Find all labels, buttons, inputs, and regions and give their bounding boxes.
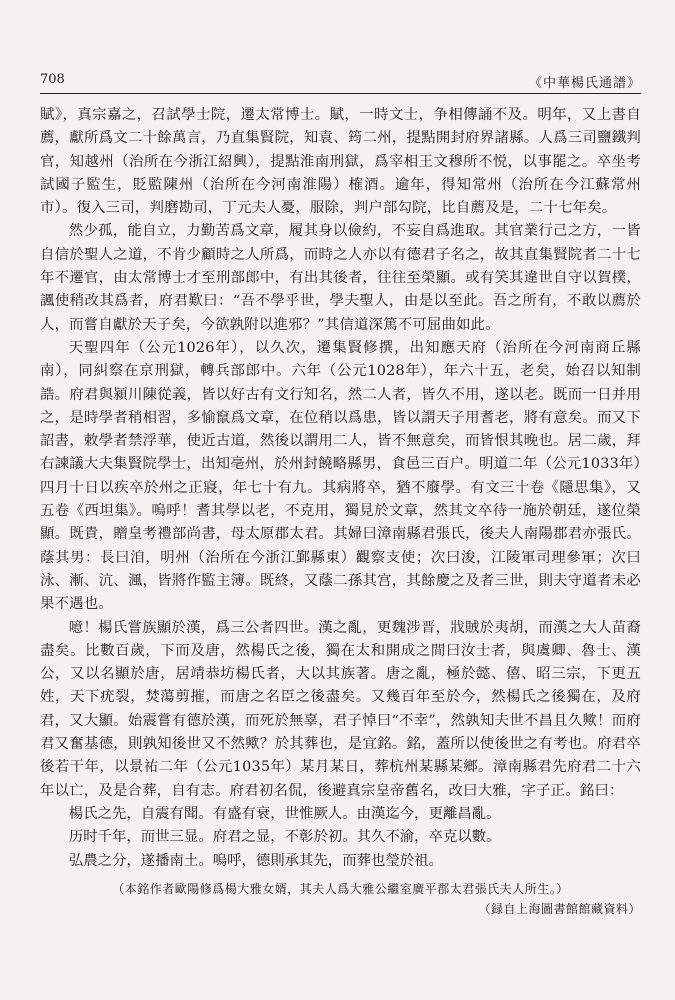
paragraph-3: 天聖四年（公元1026年），以久次，遷集賢修撰，出知應天府（治所在今河南商丘縣南），同糾察在京刑獄，轉兵部郎中。六年（公元1028年），年六十五，老矣，始召以知制誥。府君與潁川陳從義，皆以好古有文行知名，然二人者，皆久不用，遂以老。既而一日并用之，是時學者稍相習，多愉竄爲文章，在位稍以爲患，皆以謂天子用耆老，將有意矣。而又下詔書，敕學者禁浮華，使近古道，然後以謂用二人，皆不無意矣，而皆恨其晚也。居二歲，拜右諫議大夫集賢院學士，出知亳州，於州封饒略縣男，食邑三百户。明道二年（公元1033年）四月十日以疾卒於州之正寢，年七十有九。其病將卒，猶不廢學。有文三十卷《隱思集》，又五卷《西坦集》。嗚呼！耆其學以老，不克用，獨見於文章，然其文卒待一施於朝廷，遂位榮顯。既貴，贈皇考禮部尚書，母太原郡太君。其婦曰漳南縣君張氏，後夫人南陽郡君亦張氏。蔭其男：長曰洎，明州（治所在今浙江鄞縣東）觀察支使；次曰浚，江陵軍司理參軍；次曰泳、漸、沆、渢，皆將作監主簿。既終，又蔭二孫其宫，其餘慶之及者三世，則夫守道者未必果不遇也。 xyxy=(40,339,641,613)
epitaph-line-3: 弘農之分，遂播南土。嗚呼，德則承其先，而葬也瑩於祖。 xyxy=(68,852,443,869)
paragraph-4: 噫！楊氏嘗族顯於漢，爲三公者四世。漢之亂，更魏涉晋，戕賊於夷胡，而漢之大人苗裔盡矣。比數百歲，下而及唐，然楊氏之後，獨在太和開成之間曰汝士者，與虞卿、魯士、漢公，又以名顯於唐，居靖恭坊楊氏者，大以其族著。唐之亂，極於懿、僖、昭三宗，下更五姓，天下疣裂，焚蕩剪摧，而唐之名臣之後盡矣。又幾百年至於今，然楊氏之後獨在，及府君，又大顯。始震嘗有德於漢，而死於無辜，君子悼曰“不幸”，然孰知夫世不昌且久歟！而府君又奮基德，則孰知後世又不然歟？於其葬也，是宜銘。銘，蓋所以使後世之有考也。府君卒後若干年，以景祐二年（公元1035年）某月某日，葬杭州某縣某鄉。漳南縣君先府君二十六年以亡，及是合葬，自有志。府君初名侃，後避真宗皇帝舊名，改曰大雅，字子正。銘曰： xyxy=(40,619,641,799)
book-title: 《中華楊氏通譜》 xyxy=(528,76,641,91)
paragraph-1: 賦》，真宗嘉之，召試學士院，遷太常博士。賦，一時文士，争相傳誦不及。明年，又上書自薦，獻所爲文二十餘萬言，乃直集賢院，知袁、筠二州，提點開封府界諸縣。人爲三司鹽鐵判官，知越州（治所在今浙江紹興），提點淮南刑獄，爲宰相王文穆所不悦，以事罷之。卒坐考試國子監生，貶監陳州（治所在今河南淮陽）榷酒。逾年，得知常州（治所在今江蘇常州市）。復入三司，判磨勘司，丁元夫人憂，服除，判户部勾院，比自薦及是，二十七年矣。 xyxy=(40,107,641,217)
paragraph-2: 然少孤，能自立，力勤苦爲文章，履其身以儉約，不妄自爲進取。其官業行己之方，一皆自信於聖人之道，不肯少顧時之人所爲，而時之人亦以有德君子名之，故其直集賢院者二十七年不遷官，由太常博士才至刑部郎中，有出其後者，往往至榮顯。或有笑其違世自守以賀樸，諷使稍改其爲者，府君歎曰：“吾不學乎世，學夫聖人，由是以至此。吾之所有，不敢以薦於人，而嘗自獻於天子矣，今欲孰附以進邪？”其信道深篤不可屈曲如此。 xyxy=(40,223,641,333)
source-note: （録自上海圖書館館藏資料） xyxy=(478,901,641,916)
page-number: 708 xyxy=(40,72,65,87)
header-rule xyxy=(40,93,641,94)
epitaph-line-1: 楊氏之先，自震有聞。有盛有衰，世惟厥人。由漢迄今，更離昌亂。 xyxy=(68,805,501,822)
footnote: （本銘作者歐陽修爲楊大雅女婿，其夫人爲大雅公繼室廣平郡太君張氏夫人所生。） xyxy=(112,881,569,896)
page-header xyxy=(40,72,641,92)
document-body xyxy=(40,104,641,919)
epitaph-line-2: 历时千年，而世三显。府君之显，不彰於初。其久不渝，卒克以數。 xyxy=(68,829,501,846)
